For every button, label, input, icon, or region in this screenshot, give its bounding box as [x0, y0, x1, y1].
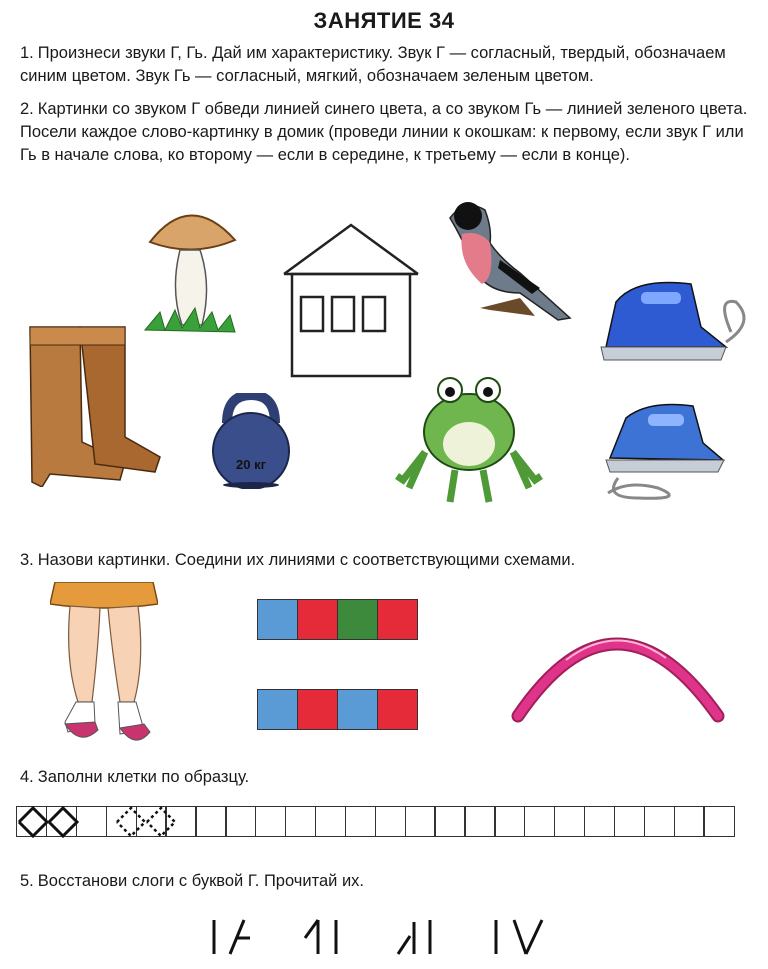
grid-cell[interactable]	[405, 806, 436, 837]
iron-picture-1[interactable]	[596, 272, 751, 367]
kettlebell-picture[interactable]	[205, 393, 297, 489]
task-text: Восстанови слоги с буквой Г. Прочитай их.	[37, 872, 365, 890]
mushroom-picture[interactable]	[140, 200, 240, 340]
grid-cell[interactable]	[345, 806, 376, 837]
bullfinch-picture[interactable]	[440, 198, 580, 326]
task-number: 2.	[20, 100, 34, 118]
task-number: 5.	[20, 872, 34, 890]
house-window-2	[332, 297, 354, 331]
iron-picture-2[interactable]	[598, 398, 748, 506]
grid-cell[interactable]	[494, 806, 525, 837]
schema-square	[338, 600, 378, 639]
sound-schema-2[interactable]	[257, 689, 418, 730]
grid-cell[interactable]	[464, 806, 495, 837]
house-diagram[interactable]	[282, 222, 420, 378]
grid-cell[interactable]	[674, 806, 705, 837]
grid-cell[interactable]	[644, 806, 675, 837]
schema-square	[258, 690, 298, 729]
grid-cell[interactable]	[703, 806, 734, 837]
legs-picture[interactable]	[50, 582, 158, 744]
boots-picture[interactable]	[20, 322, 165, 487]
task-text: Произнеси звуки Г, Гь. Дай им характеристику. Звук Г — согласный, твердый, обозначаем синим цветом. Звук Гь — согласный, мягкий, обозначаем зеленым цветом.	[20, 44, 726, 85]
schema-square	[258, 600, 298, 639]
schema-square	[378, 690, 417, 729]
grid-cell[interactable]	[285, 806, 316, 837]
schema-square	[298, 600, 338, 639]
task-number: 4.	[20, 768, 34, 786]
grid-cell[interactable]	[255, 806, 286, 837]
task-number: 3.	[20, 551, 34, 569]
broken-syllables	[200, 914, 560, 960]
task-5	[20, 870, 755, 893]
lesson-title: ЗАНЯТИЕ 34	[313, 8, 455, 33]
grid-cell[interactable]	[315, 806, 346, 837]
task-text: Заполни клетки по образцу.	[37, 768, 250, 786]
house-window-3	[363, 297, 385, 331]
task-text: Картинки со звуком Г обведи линией синего цвета, а со звуком Гь — линией зеленого цвета. Посели каждое слово-картинку в домик (проведи линии к окошкам: к первому, если звук Г или Гь в начале слова, ко второму — если в середине, к третьему — если в конце).	[20, 100, 748, 164]
pattern-sample	[16, 806, 186, 838]
arc-tube-picture[interactable]	[506, 612, 736, 724]
syllable-gi	[398, 920, 430, 954]
syllable-gy	[305, 920, 336, 954]
house-window-1	[301, 297, 323, 331]
task-number: 1.	[20, 44, 34, 62]
schema-square	[378, 600, 417, 639]
task-2	[20, 98, 755, 167]
sound-schema-1[interactable]	[257, 599, 418, 640]
task-text: Назови картинки. Соедини их линиями с соответствующими схемами.	[37, 551, 576, 569]
grid-cell[interactable]	[434, 806, 465, 837]
grid-cell[interactable]	[524, 806, 555, 837]
schema-square	[338, 690, 378, 729]
weight-label: 20 кг	[236, 457, 266, 472]
grid-cell[interactable]	[614, 806, 645, 837]
grid-cell[interactable]	[554, 806, 585, 837]
task-3	[20, 549, 755, 572]
grid-cell[interactable]	[375, 806, 406, 837]
grid-cell[interactable]	[225, 806, 256, 837]
syllable-ga	[214, 920, 250, 954]
schema-square	[298, 690, 338, 729]
grid-cell[interactable]	[584, 806, 615, 837]
task-4	[20, 766, 755, 789]
syllable-gu	[496, 920, 542, 954]
grid-cell[interactable]	[195, 806, 226, 837]
frog-picture[interactable]	[395, 372, 543, 506]
task-1	[20, 42, 755, 88]
